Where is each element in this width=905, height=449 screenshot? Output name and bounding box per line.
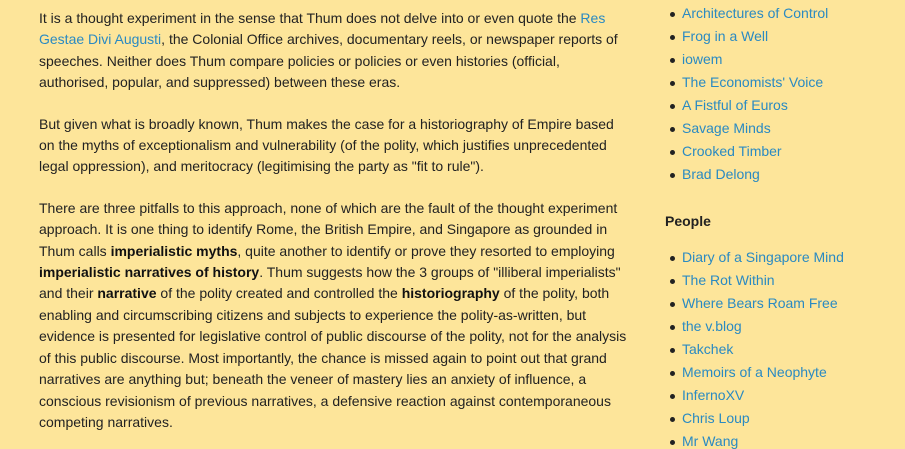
people-link[interactable]: Chris Loup: [682, 410, 750, 426]
blogroll-link[interactable]: Architectures of Control: [682, 5, 829, 21]
paragraph-3-text-b: , quite another to identify or prove they resorted to employing: [237, 242, 615, 259]
blogroll-link[interactable]: The Economists' Voice: [682, 74, 824, 90]
emphasis-imperialistic-myths: imperialistic myths: [110, 242, 238, 259]
blogroll-link[interactable]: A Fistful of Euros: [682, 97, 788, 113]
paragraph-1: [39, 8, 629, 94]
list-item: [682, 117, 828, 140]
people-list: [665, 246, 844, 449]
list-item: [682, 48, 828, 71]
list-item: [682, 384, 844, 407]
paragraph-3: [39, 198, 629, 433]
list-item: [682, 430, 844, 449]
blogroll-link[interactable]: Crooked Timber: [682, 143, 782, 159]
emphasis-imperialistic-narratives: imperialistic narratives of history: [39, 264, 260, 281]
blogroll-list: [665, 2, 828, 186]
paragraph-3-text-c: . Thum suggests how the 3 groups of "illiberal imperialists" and their: [39, 264, 621, 302]
list-item: [682, 71, 828, 94]
paragraph-3-text-e: of the polity, both enabling and circumscribing citizens and subjects to experience the polity-as-written, but evidence is presented for legislative control of public discourse of the polity, not for the analysis of this public discourse. Most importantly, the chance is missed again to point out that grand narratives are anything but; beneath the veneer of mastery lies an anxiety of influence, a conscious revisionism of previous narratives, a defensive reaction against contemporaneous competing narratives.: [39, 285, 627, 430]
list-item: [682, 140, 828, 163]
paragraph-2: But given what is broadly known, Thum makes the case for a historiography of Empire based on the myths of exceptionalism and vulnerability (of the polity, which justifies unprecedented legal oppression), and meritocracy (legitimising the party as "fit to rule").: [39, 115, 614, 175]
list-item: [682, 407, 844, 430]
people-link[interactable]: Mr Wang: [682, 433, 739, 449]
people-link[interactable]: Takchek: [682, 341, 734, 357]
list-item: [682, 163, 828, 186]
people-link[interactable]: The Rot Within: [682, 272, 775, 288]
people-link[interactable]: Memoirs of a Neophyte: [682, 364, 827, 380]
people-link[interactable]: InfernoXV: [682, 387, 745, 403]
people-link[interactable]: the v.blog: [682, 318, 742, 334]
paragraph-3-text-a: There are three pitfalls to this approach, none of which are the fault of the thought experiment approach. It is one thing to identify Rome, the British Empire, and Singapore as grounded in Thum calls: [39, 199, 618, 259]
res-gestae-link[interactable]: Res Gestae Divi Augusti: [39, 10, 606, 48]
list-item: [682, 25, 828, 48]
people-heading: People: [665, 213, 711, 229]
people-link[interactable]: Diary of a Singapore Mind: [682, 249, 844, 265]
list-item: [682, 94, 828, 117]
blog-post-body: [39, 8, 629, 449]
blogroll-link[interactable]: Brad Delong: [682, 166, 760, 182]
list-item: [682, 338, 844, 361]
list-item: [682, 2, 828, 25]
blogroll-link[interactable]: Frog in a Well: [682, 28, 769, 44]
paragraph-3-text-d: of the polity created and controlled the: [156, 285, 402, 302]
blogroll-link[interactable]: Savage Minds: [682, 120, 771, 136]
list-item: [682, 269, 844, 292]
paragraph-1-text-b: , the Colonial Office archives, documentary reels, or newspaper reports of speeches. Neither does Thum compare policies or policies or even histories (official, authorised, popular, and suppressed) between these eras.: [39, 31, 618, 91]
paragraph-1-text-a: It is a thought experiment in the sense that Thum does not delve into or even quote the: [39, 10, 581, 26]
emphasis-historiography: historiography: [401, 285, 500, 302]
list-item: [682, 361, 844, 384]
list-item: [682, 315, 844, 338]
people-link[interactable]: Where Bears Roam Free: [682, 295, 838, 311]
list-item: [682, 292, 844, 315]
blogroll-link[interactable]: iowem: [682, 51, 723, 67]
emphasis-narrative: narrative: [97, 285, 157, 302]
list-item: [682, 246, 844, 269]
